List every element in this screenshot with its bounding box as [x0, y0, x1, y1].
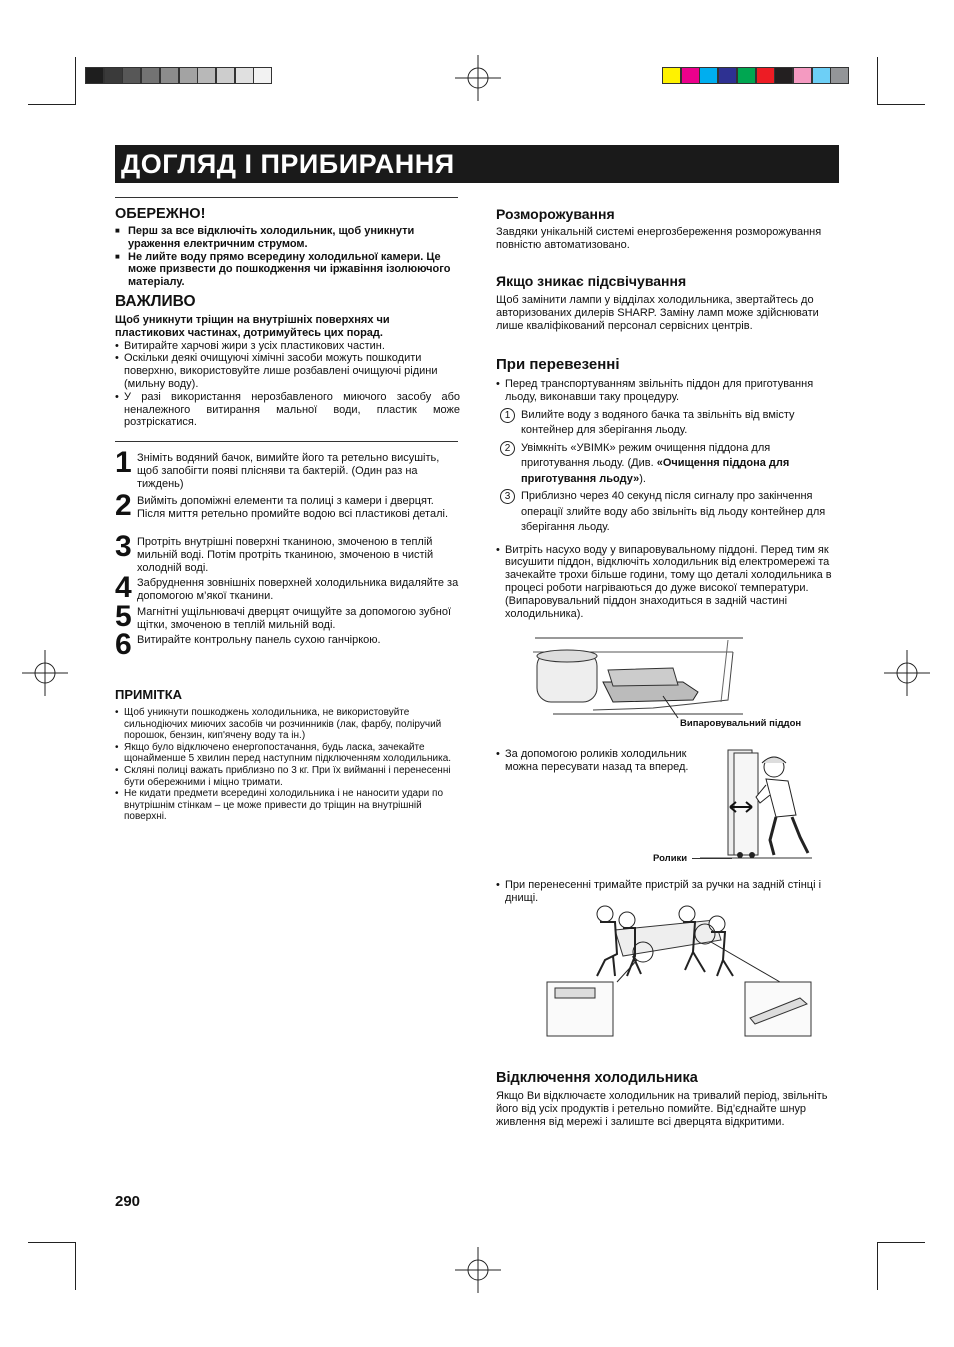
- note-section: [115, 687, 460, 823]
- transport-step-3: 3 Приблизно через 40 секунд після сигналу про закінчення операції злийте воду або звільніть від льоду контейнер для зберігання льоду.: [496, 489, 841, 536]
- caution-heading: ОБЕРЕЖНО!: [115, 206, 206, 222]
- carrying-fridge-illustration: [545, 900, 815, 1040]
- unplug-heading: Відключення холодильника: [496, 1070, 698, 1086]
- list-item: • Якщо було відключено енергопостачання, будь ласка, зачекайте щонайменше 5 хвилин перед наступним підключенням холодильника.: [115, 742, 460, 765]
- gray-swatch: [104, 67, 123, 84]
- gray-swatch: [85, 67, 104, 84]
- note-list: [115, 707, 460, 823]
- moving-fridge-illustration: [700, 745, 815, 863]
- rollers-section: [496, 748, 711, 774]
- color-swatch: [812, 67, 831, 84]
- color-swatch: [774, 67, 793, 84]
- list-item: • Витирайте харчові жири з усіх пластикових частин.: [115, 340, 460, 353]
- divider: [115, 441, 458, 442]
- note-heading: ПРИМІТКА: [115, 687, 183, 702]
- list-item: ■ Перш за все відключіть холодильник, щоб уникнути ураження електричним струмом.: [115, 225, 460, 251]
- caution-section: [115, 206, 460, 289]
- unplug-section: [496, 1070, 841, 1128]
- important-list: [115, 340, 460, 430]
- transport-intro-list: [496, 378, 841, 404]
- important-section: [115, 293, 460, 429]
- gray-swatch: [253, 67, 272, 84]
- divider: [115, 197, 458, 198]
- list-item: • Скляні полиці важать приблизно по 3 кг. При їх вийманні і перенесенні бути обережними і міцно тримати.: [115, 765, 460, 788]
- registration-mark-left: [22, 650, 68, 696]
- step-3: 3 Протріть внутрішні поверхні тканиною, змоченою в теплій мильній воді. Потім протріть тканиною, змоченою в чистій холодній воді.: [115, 530, 434, 574]
- list-item: • Не кидати предмети всередині холодильника і не наносити удари по внутрішнім стінкам – це може привести до тріщин на внутрішній поверхні.: [115, 788, 460, 823]
- important-intro: Щоб уникнути тріщин на внутрішніх поверхнях чи пластикових частинах, дотримуйтесь цих порад.: [115, 314, 390, 339]
- step-1: 1 Зніміть водяний бачок, вимийте його та ретельно висушіть, щоб запобігти появі плісняви та бактерій. (Один раз на тиждень): [115, 446, 440, 490]
- important-heading: ВАЖЛИВО: [115, 293, 196, 310]
- step-4: 4 Забруднення зовнішніх поверхней холодильника видаляйте за допомогою м’якої тканини.: [115, 571, 459, 604]
- light-text: Щоб замінити лампи у відділах холодильника, звертайтесь до авторизованих дилерів SHARP. Заміну ламп може здійснювати лише кваліфікований персонал сервісних центрів.: [496, 294, 819, 332]
- transport-step-1: 1 Вилийте воду з водяного бачка та звільніть від вмісту контейнер для зберігання льоду.: [496, 408, 841, 439]
- defrost-text: Завдяки унікальній системі енергозбереження розморожування повністю автоматизовано.: [496, 226, 822, 251]
- page-title: ДОГЛЯД І ПРИБИРАННЯ: [121, 149, 455, 179]
- unplug-text: Якщо Ви відключаєте холодильник на тривалий період, звільніть його від усіх продуктів і ретельно помийте. Від’єднайте шнур живлення від мережі і залиште всі дверцята відкритими.: [496, 1090, 828, 1128]
- gray-swatch: [216, 67, 235, 84]
- dry-list: [496, 544, 841, 621]
- step-5: 5 Магнітні ущільнювачі дверцят очищуйте за допомогою зубної щітки, змоченою в теплій мильній воді.: [115, 600, 452, 633]
- evaporation-tray-illustration: [533, 630, 748, 720]
- title-bar: [115, 145, 839, 183]
- gray-swatch: [160, 67, 179, 84]
- cross-reference: «Очищення піддона для приготування льоду»: [521, 457, 790, 485]
- defrost-heading: Розморожування: [496, 206, 615, 222]
- list-item: • Оскільки деякі очищуючі хімічні засоби можуть пошкодити поверхню, використовуйте лише розбавлені очищуючі рідини (мильну воду).: [115, 352, 460, 390]
- gray-swatch: [235, 67, 254, 84]
- step-2: 2 Вийміть допоміжні елементи та полиці з камери і дверцят. Після миття ретельно промийте водою всі пластикові деталі.: [115, 489, 448, 522]
- transport-intro: • Перед транспортуванням звільніть піддон для приготування льоду, виконавши таку процедуру.: [496, 378, 841, 404]
- dry-text: • Витріть насухо воду у випаровувальному піддоні. Перед тим як висушити піддон, відключіть холодильник від електромережі та зачекайте трохи більше години, тому що деталі холодильника в процесі роботи нагріваються до дуже високої температури. (Випаровувальний піддон знаходиться в задній частині холодильника).: [496, 544, 841, 621]
- light-section: [496, 273, 841, 332]
- list-item: • Щоб уникнути пошкоджень холодильника, не використовуйте сильнодіючих миючих засобів чи розчинників (лак, фарбу, поліручий порошок, бензин, кип'ячену воду та ін.): [115, 707, 460, 742]
- color-swatch: [718, 67, 737, 84]
- gray-swatch: [179, 67, 198, 84]
- defrost-section: [496, 206, 841, 252]
- color-swatch: [681, 67, 700, 84]
- color-swatch: [830, 67, 849, 84]
- registration-mark-right: [884, 650, 930, 696]
- color-swatch: [699, 67, 718, 84]
- tray-label: Випаровувальний піддон: [680, 718, 802, 729]
- color-swatch: [662, 67, 681, 84]
- color-swatch: [737, 67, 756, 84]
- caution-list: [115, 225, 460, 289]
- list-item: ■ Не лийте воду прямо всередину холодильної камери. Це може призвести до пошкодження чи іржавіння ізолюючого матеріалу.: [115, 251, 460, 289]
- gray-swatch: [122, 67, 141, 84]
- gray-swatch: [141, 67, 160, 84]
- rollers-label: Ролики: [653, 853, 688, 864]
- transport-steps: [496, 408, 841, 536]
- transport-step-2: 2 Увімкніть «УВІМК» режим очищення піддона для приготування льоду. (Див. «Очищення піддона для приготування льоду»).: [496, 441, 841, 488]
- carry-text: • При перенесенні тримайте пристрій за ручки на задній стінці і днищі.: [496, 879, 841, 905]
- gray-swatch: [197, 67, 216, 84]
- step-6: 6 Витирайте контрольну панель сухою ганчіркою.: [115, 628, 381, 661]
- rollers-pointer: [692, 858, 732, 859]
- transport-heading: При перевезенні: [496, 356, 620, 373]
- transport-section: [496, 356, 841, 620]
- light-heading: Якщо зникає підсвічування: [496, 273, 687, 289]
- color-swatch: [756, 67, 775, 84]
- registration-mark-top: [455, 55, 501, 101]
- list-item: • У разі використання нерозбавленого миючого засобу або неналежного витирання мальної води, пластик може розтріскатися.: [115, 391, 460, 429]
- rollers-text: • За допомогою роликів холодильник можна пересувати назад та вперед.: [496, 748, 711, 774]
- registration-mark-bottom: [455, 1247, 501, 1293]
- page-number: 290: [115, 1193, 141, 1210]
- color-swatch: [793, 67, 812, 84]
